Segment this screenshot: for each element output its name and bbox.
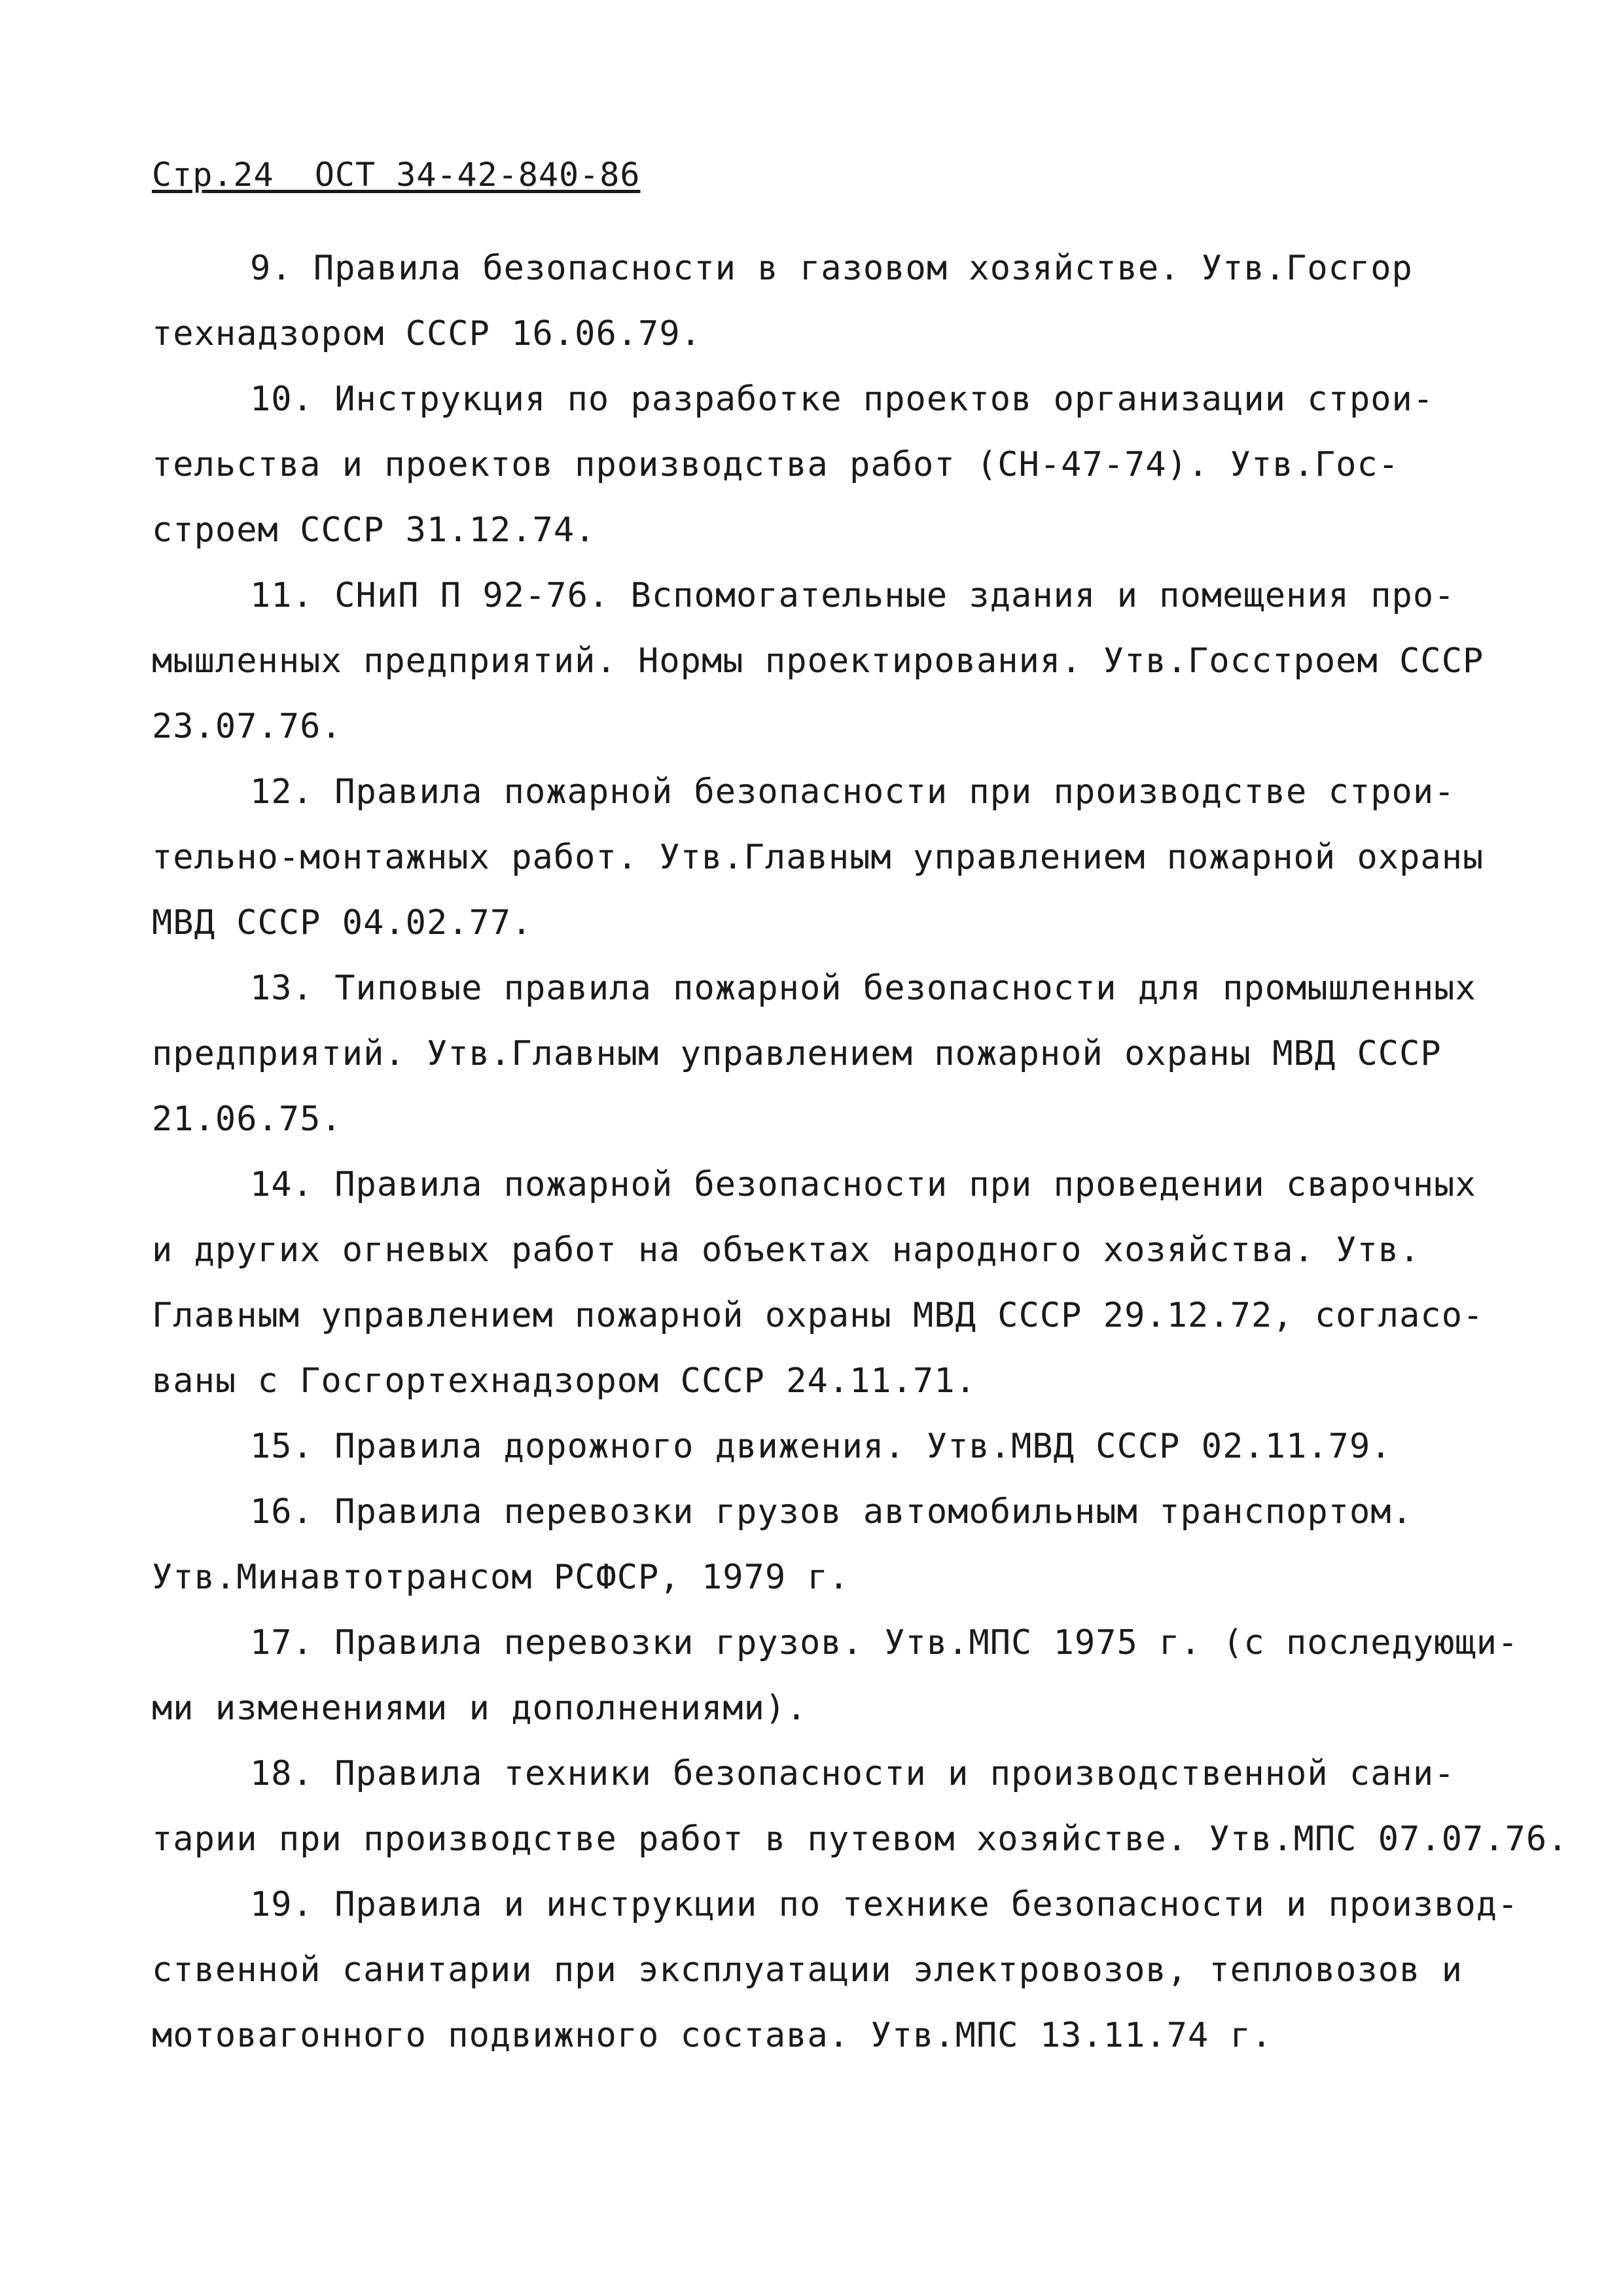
reference-line: тельно-монтажных работ. Утв.Главным управлением пожарной охраны — [152, 838, 1484, 877]
reference-line: технадзором СССР 16.06.79. — [152, 314, 702, 353]
reference-line: мышленных предприятий. Нормы проектирования. Утв.Госстроем СССР — [152, 641, 1484, 681]
reference-line: 10. Инструкция по разработке проектов организации строи- — [250, 380, 1435, 419]
reference-item-10 — [152, 367, 1513, 563]
reference-line: 21.06.75. — [152, 1100, 342, 1139]
reference-line: 12. Правила пожарной безопасности при производстве строи- — [250, 772, 1455, 812]
reference-item-16 — [152, 1479, 1513, 1610]
reference-line: МВД СССР 04.02.77. — [152, 903, 533, 942]
reference-item-18 — [152, 1741, 1569, 1872]
reference-item-14 — [152, 1152, 1513, 1414]
reference-line: тельства и проектов производства работ (СН-47-74). Утв.Гос- — [152, 445, 1400, 484]
reference-item-15 — [152, 1414, 1513, 1479]
reference-line: 14. Правила пожарной безопасности при проведении сварочных — [250, 1165, 1476, 1204]
reference-item-13 — [152, 956, 1513, 1152]
reference-line: 13. Типовые правила пожарной безопасности для промышленных — [250, 969, 1476, 1008]
reference-list — [152, 236, 1569, 2068]
reference-item-9 — [152, 236, 1513, 367]
reference-item-12 — [152, 759, 1513, 956]
reference-line: и других огневых работ на объектах народного хозяйства. Утв. — [152, 1230, 1421, 1270]
reference-line: ственной санитарии при эксплуатации электровозов, тепловозов и — [152, 1950, 1463, 1990]
reference-item-19 — [152, 1872, 1519, 2068]
reference-line: 18. Правила техники безопасности и производственной сани- — [250, 1754, 1455, 1793]
reference-line: 17. Правила перевозки грузов. Утв.МПС 1975 г. (с последующи- — [250, 1623, 1519, 1662]
reference-item-11 — [152, 563, 1513, 759]
reference-line: Утв.Минавтотрансом РСФСР, 1979 г. — [152, 1558, 850, 1597]
reference-line: тарии при производстве работ в путевом хозяйстве. Утв.МПС 07.07.76. — [152, 1820, 1569, 1859]
reference-line: 19. Правила и инструкции по технике безопасности и производ- — [250, 1885, 1519, 1924]
reference-line: 9. Правила безопасности в газовом хозяйстве. Утв.Госгор — [250, 249, 1413, 288]
reference-line: Главным управлением пожарной охраны МВД СССР 29.12.72, согласо- — [152, 1296, 1484, 1335]
reference-line: строем СССР 31.12.74. — [152, 511, 596, 550]
page-header: Стр.24 ОСТ 34-42-840-86 — [152, 156, 641, 194]
reference-line: предприятий. Утв.Главным управлением пожарной охраны МВД СССР — [152, 1034, 1442, 1073]
reference-line: 23.07.76. — [152, 707, 342, 746]
reference-line: 11. СНиП П 92-76. Вспомогательные здания и помещения про- — [250, 576, 1455, 615]
reference-line: 16. Правила перевозки грузов автомобильным транспортом. — [250, 1492, 1413, 1532]
reference-line: ми изменениями и дополнениями). — [152, 1689, 808, 1728]
reference-line: 15. Правила дорожного движения. Утв.МВД СССР 02.11.79. — [250, 1427, 1392, 1466]
reference-line: ваны с Госгортехнадзором СССР 24.11.71. — [152, 1361, 976, 1401]
reference-line: мотовагонного подвижного состава. Утв.МПС 13.11.74 г. — [152, 2016, 1273, 2055]
reference-item-17 — [152, 1610, 1519, 1741]
